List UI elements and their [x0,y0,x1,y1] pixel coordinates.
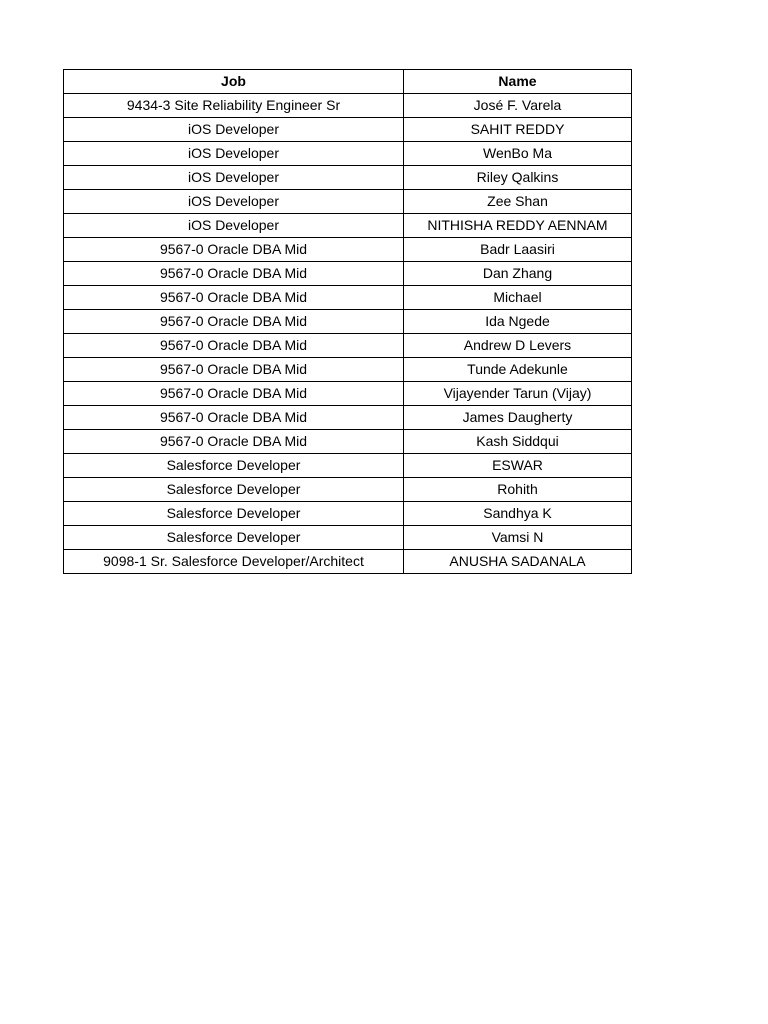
table-row [64,262,632,286]
table-row [64,190,632,214]
table-row [64,454,632,478]
table-row [64,118,632,142]
table-row [64,550,632,574]
name-cell: Vijayender Tarun (Vijay) [404,382,632,406]
spreadsheet-page [63,69,631,574]
job-cell: 9567-0 Oracle DBA Mid [64,406,404,430]
table-row [64,502,632,526]
name-cell: Zee Shan [404,190,632,214]
table-row [64,358,632,382]
job-cell: 9567-0 Oracle DBA Mid [64,262,404,286]
name-cell: Kash Siddqui [404,430,632,454]
job-cell: iOS Developer [64,142,404,166]
name-cell: Riley Qalkins [404,166,632,190]
job-cell: 9567-0 Oracle DBA Mid [64,286,404,310]
job-cell: 9567-0 Oracle DBA Mid [64,430,404,454]
job-name-table [63,69,632,574]
name-cell: Badr Laasiri [404,238,632,262]
table-row [64,382,632,406]
name-cell: SAHIT REDDY [404,118,632,142]
job-cell: 9434-3 Site Reliability Engineer Sr [64,94,404,118]
name-cell: NITHISHA REDDY AENNAM [404,214,632,238]
table-row [64,310,632,334]
table-row [64,406,632,430]
name-cell: José F. Varela [404,94,632,118]
job-cell: 9567-0 Oracle DBA Mid [64,382,404,406]
table-row [64,286,632,310]
table-row [64,238,632,262]
name-cell: Sandhya K [404,502,632,526]
job-cell: Salesforce Developer [64,454,404,478]
name-cell: ANUSHA SADANALA [404,550,632,574]
job-cell: iOS Developer [64,166,404,190]
job-cell: 9567-0 Oracle DBA Mid [64,310,404,334]
job-cell: Salesforce Developer [64,478,404,502]
job-cell: iOS Developer [64,118,404,142]
name-cell: ESWAR [404,454,632,478]
name-cell: Ida Ngede [404,310,632,334]
job-cell: 9567-0 Oracle DBA Mid [64,358,404,382]
name-cell: Michael [404,286,632,310]
name-cell: Tunde Adekunle [404,358,632,382]
name-cell: Vamsi N [404,526,632,550]
job-cell: 9098-1 Sr. Salesforce Developer/Architect [64,550,404,574]
name-cell: Dan Zhang [404,262,632,286]
job-cell: 9567-0 Oracle DBA Mid [64,334,404,358]
table-row [64,166,632,190]
job-cell: Salesforce Developer [64,502,404,526]
table-row [64,430,632,454]
job-cell: Salesforce Developer [64,526,404,550]
table-row [64,334,632,358]
table-row [64,526,632,550]
job-column-header: Job [64,70,404,94]
table-body [64,94,632,574]
job-cell: 9567-0 Oracle DBA Mid [64,238,404,262]
table-row [64,214,632,238]
name-column-header: Name [404,70,632,94]
name-cell: Rohith [404,478,632,502]
header-row [64,70,632,94]
job-cell: iOS Developer [64,190,404,214]
table-row [64,142,632,166]
table-row [64,94,632,118]
name-cell: James Daugherty [404,406,632,430]
table-row [64,478,632,502]
name-cell: Andrew D Levers [404,334,632,358]
job-cell: iOS Developer [64,214,404,238]
name-cell: WenBo Ma [404,142,632,166]
